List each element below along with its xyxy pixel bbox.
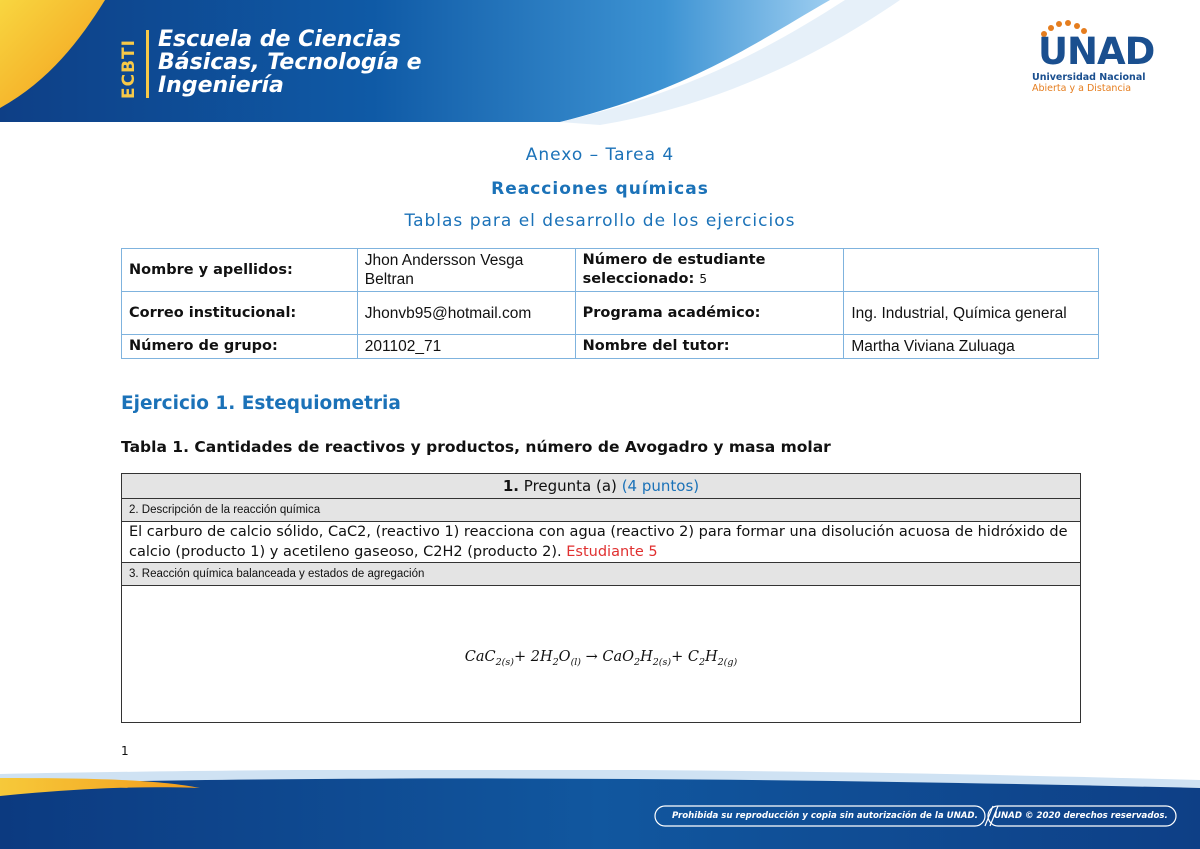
- table-caption: Tabla 1. Cantidades de reactivos y productos, número de Avogadro y masa molar: [121, 438, 831, 456]
- footer-notice: Prohibida su reproducción y copia sin autorización de la UNAD.: [672, 811, 978, 821]
- question-title: Pregunta (a): [523, 477, 617, 495]
- school-name: [158, 28, 422, 97]
- table-row: [122, 474, 1081, 499]
- group-value: 201102_71: [357, 335, 575, 359]
- section-2-label: 2. Descripción de la reacción química: [122, 499, 1081, 522]
- table-row: [122, 586, 1081, 723]
- table-row: [122, 522, 1081, 563]
- topic-title: Reacciones químicas: [491, 179, 709, 199]
- section-3-label: 3. Reacción química balanceada y estados de agregación: [122, 563, 1081, 586]
- email-value: Jhonvb95@hotmail.com: [357, 292, 575, 335]
- question-number: 1.: [502, 477, 519, 495]
- annex-title: Anexo – Tarea 4: [525, 145, 675, 165]
- exercise-heading: Ejercicio 1. Estequiometria: [121, 393, 401, 414]
- unad-logo-line2: Abierta y a Distancia: [1032, 83, 1132, 94]
- group-label: Número de grupo:: [122, 335, 358, 359]
- program-value: Ing. Industrial, Química general: [844, 292, 1099, 335]
- email-label: Correo institucional:: [122, 292, 358, 335]
- page-number: 1: [121, 744, 129, 758]
- table-row: [122, 563, 1081, 586]
- ecbti-side-label: ECBTI: [119, 39, 139, 99]
- tutor-value: Martha Viviana Zuluaga: [844, 335, 1099, 359]
- unad-logo-word: UNAD: [1038, 30, 1155, 73]
- name-label: Nombre y apellidos:: [122, 249, 358, 292]
- footer-banner: [0, 770, 1200, 849]
- name-value: Jhon Andersson Vesga Beltran: [357, 249, 575, 292]
- title-block: [0, 142, 1200, 233]
- student-info-table: [121, 248, 1099, 359]
- empty-cell: [844, 249, 1099, 292]
- question-table: [121, 473, 1081, 723]
- question-header: [122, 474, 1081, 499]
- student-number-label: Número de estudiante seleccionado:: [582, 252, 766, 287]
- table-row: [122, 499, 1081, 522]
- balanced-equation: $CaC_{2(s)}+ 2H_2O_{(l)} \to CaO_2H_{2(s)}+ C_2H_{2(g)}$: [464, 648, 738, 668]
- description-text: El carburo de calcio sólido, CaC2, (reactivo 1) reacciona con agua (reactivo 2) para formar una disolución acuosa de hidróxido de calcio (producto 1) y acetileno gaseoso, C2H2 (producto 2).: [129, 524, 1068, 560]
- page-header: [0, 0, 1200, 125]
- table-row: [122, 292, 1099, 335]
- footer-copyright: UNAD © 2020 derechos reservados.: [994, 811, 1168, 821]
- equation-cell: [122, 586, 1081, 723]
- page-footer: [0, 770, 1200, 849]
- unad-logo-line1: Universidad Nacional: [1032, 72, 1146, 83]
- student-tag: Estudiante 5: [566, 544, 658, 560]
- school-name-line: Básicas, Tecnología e: [158, 50, 422, 75]
- program-label: Programa académico:: [575, 292, 844, 335]
- tutor-label: Nombre del tutor:: [575, 335, 844, 359]
- header-divider: [146, 30, 149, 98]
- school-name-line: Ingeniería: [158, 73, 284, 98]
- reaction-description: [122, 522, 1081, 563]
- student-number-cell: [575, 249, 844, 292]
- table-row: [122, 335, 1099, 359]
- table-row: [122, 249, 1099, 292]
- subtitle: Tablas para el desarrollo de los ejercicios: [404, 211, 796, 231]
- school-name-line: Escuela de Ciencias: [158, 27, 401, 52]
- question-points: (4 puntos): [621, 477, 700, 495]
- student-number-value: 5: [699, 272, 707, 286]
